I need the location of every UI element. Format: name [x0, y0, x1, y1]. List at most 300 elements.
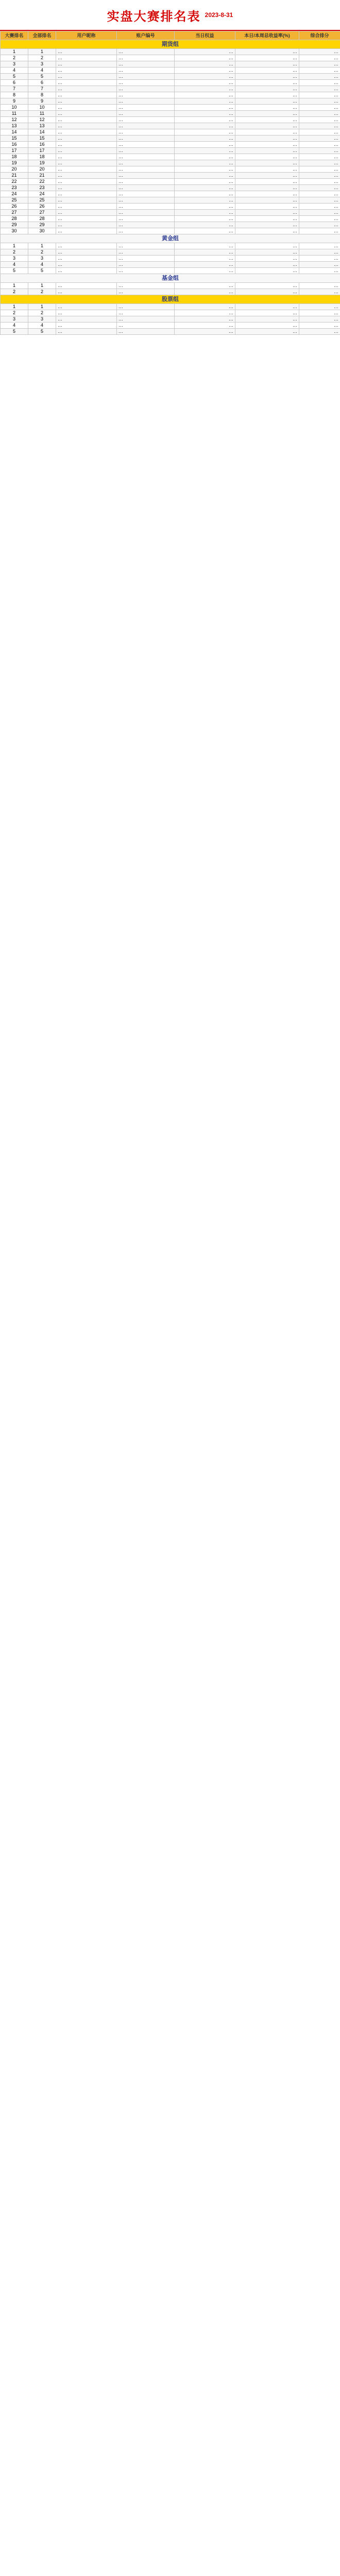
table-cell: 2: [1, 310, 28, 316]
table-cell: …: [175, 80, 235, 86]
table-cell: …: [299, 268, 340, 274]
table-row: [1, 316, 340, 323]
table-cell: …: [175, 67, 235, 74]
table-cell: 4: [28, 67, 56, 74]
table-cell: …: [117, 256, 175, 262]
table-cell: …: [299, 329, 340, 335]
table-cell: …: [299, 191, 340, 197]
table-cell: …: [175, 92, 235, 98]
table-cell: 28: [1, 216, 28, 222]
table-cell: …: [56, 283, 117, 289]
table-cell: …: [299, 61, 340, 67]
table-cell: …: [175, 166, 235, 173]
table-row: [1, 185, 340, 191]
table-cell: …: [299, 123, 340, 129]
table-cell: …: [175, 243, 235, 249]
table-cell: 2: [28, 249, 56, 256]
table-cell: 1: [1, 283, 28, 289]
table-cell: 8: [28, 92, 56, 98]
table-cell: 5: [1, 329, 28, 335]
table-cell: 10: [28, 105, 56, 111]
table-cell: …: [235, 67, 299, 74]
table-cell: 6: [28, 80, 56, 86]
table-cell: 28: [28, 216, 56, 222]
table-cell: …: [175, 49, 235, 55]
table-cell: …: [175, 228, 235, 234]
table-cell: 1: [28, 243, 56, 249]
table-cell: …: [235, 256, 299, 262]
table-row: [1, 210, 340, 216]
table-row: [1, 117, 340, 123]
table-cell: …: [299, 129, 340, 135]
table-cell: …: [235, 310, 299, 316]
table-cell: 4: [1, 323, 28, 329]
table-cell: …: [235, 185, 299, 191]
table-cell: 17: [1, 148, 28, 154]
table-row: [1, 329, 340, 335]
table-cell: …: [117, 323, 175, 329]
table-cell: 3: [1, 316, 28, 323]
table-cell: …: [117, 289, 175, 295]
col-header-score: 综合排分: [299, 31, 340, 40]
table-row: [1, 197, 340, 204]
table-row: [1, 179, 340, 185]
table-cell: …: [235, 173, 299, 179]
table-row: [1, 80, 340, 86]
table-cell: …: [235, 92, 299, 98]
table-cell: …: [117, 80, 175, 86]
table-cell: …: [117, 283, 175, 289]
table-cell: …: [56, 98, 117, 105]
table-cell: …: [56, 61, 117, 67]
table-cell: …: [175, 283, 235, 289]
table-cell: …: [117, 55, 175, 61]
table-cell: …: [56, 256, 117, 262]
table-cell: …: [56, 316, 117, 323]
table-cell: …: [299, 249, 340, 256]
table-cell: …: [235, 117, 299, 123]
table-row: [1, 61, 340, 67]
table-cell: …: [235, 268, 299, 274]
table-row: [1, 243, 340, 249]
table-cell: …: [56, 160, 117, 166]
table-cell: 1: [28, 283, 56, 289]
table-cell: 9: [28, 98, 56, 105]
table-row: [1, 310, 340, 316]
table-cell: …: [299, 166, 340, 173]
table-body: [1, 40, 340, 335]
table-cell: …: [235, 74, 299, 80]
table-row: [1, 268, 340, 274]
table-cell: …: [235, 283, 299, 289]
table-row: [1, 166, 340, 173]
table-cell: …: [56, 216, 117, 222]
table-cell: …: [175, 135, 235, 142]
table-cell: …: [56, 173, 117, 179]
table-cell: …: [117, 86, 175, 92]
table-cell: 17: [28, 148, 56, 154]
table-cell: 15: [28, 135, 56, 142]
table-cell: …: [117, 129, 175, 135]
table-cell: …: [117, 142, 175, 148]
table-cell: …: [117, 123, 175, 129]
table-cell: …: [299, 67, 340, 74]
table-row: [1, 49, 340, 55]
table-cell: 5: [28, 74, 56, 80]
table-cell: 19: [28, 160, 56, 166]
table-cell: 9: [1, 98, 28, 105]
table-cell: …: [235, 191, 299, 197]
table-cell: …: [175, 154, 235, 160]
table-cell: …: [56, 262, 117, 268]
table-cell: …: [175, 117, 235, 123]
table-row: [1, 67, 340, 74]
ranking-table: [0, 31, 340, 335]
table-row: [1, 111, 340, 117]
table-cell: …: [175, 316, 235, 323]
table-cell: …: [299, 304, 340, 310]
table-row: [1, 249, 340, 256]
table-header: [1, 31, 340, 40]
col-header-rank: 大赛排名: [1, 31, 28, 40]
table-cell: …: [235, 80, 299, 86]
table-cell: 2: [28, 310, 56, 316]
table-cell: …: [56, 74, 117, 80]
table-cell: 3: [28, 256, 56, 262]
table-cell: …: [299, 49, 340, 55]
table-cell: 20: [28, 166, 56, 173]
table-cell: 18: [1, 154, 28, 160]
table-cell: 12: [28, 117, 56, 123]
table-cell: 5: [28, 329, 56, 335]
table-cell: …: [235, 323, 299, 329]
table-cell: 4: [28, 323, 56, 329]
table-cell: …: [299, 210, 340, 216]
table-cell: …: [235, 289, 299, 295]
table-cell: …: [235, 216, 299, 222]
table-cell: 5: [1, 74, 28, 80]
table-cell: 30: [1, 228, 28, 234]
table-cell: …: [235, 148, 299, 154]
col-header-equity: 当日权益: [175, 31, 235, 40]
table-cell: 5: [28, 268, 56, 274]
table-cell: …: [175, 310, 235, 316]
table-cell: …: [235, 243, 299, 249]
table-cell: …: [175, 262, 235, 268]
table-cell: …: [56, 55, 117, 61]
table-cell: …: [117, 210, 175, 216]
table-cell: …: [56, 80, 117, 86]
table-cell: …: [299, 80, 340, 86]
section-title: 基金组: [1, 274, 340, 283]
table-cell: …: [56, 154, 117, 160]
table-cell: …: [235, 129, 299, 135]
table-cell: …: [56, 92, 117, 98]
table-cell: …: [56, 210, 117, 216]
table-cell: …: [299, 111, 340, 117]
table-cell: 24: [28, 191, 56, 197]
table-cell: …: [175, 55, 235, 61]
table-cell: …: [56, 123, 117, 129]
table-cell: 11: [1, 111, 28, 117]
section-title: 黄金组: [1, 234, 340, 243]
table-cell: 14: [28, 129, 56, 135]
table-cell: …: [56, 197, 117, 204]
table-cell: …: [56, 222, 117, 228]
table-cell: 25: [1, 197, 28, 204]
table-cell: …: [175, 216, 235, 222]
table-cell: …: [117, 304, 175, 310]
table-cell: 22: [28, 179, 56, 185]
table-cell: …: [56, 191, 117, 197]
table-cell: …: [235, 179, 299, 185]
section-header-row: [1, 295, 340, 304]
table-cell: …: [56, 67, 117, 74]
table-cell: …: [56, 111, 117, 117]
table-cell: …: [235, 210, 299, 216]
table-cell: …: [235, 304, 299, 310]
table-cell: …: [235, 55, 299, 61]
table-cell: …: [299, 216, 340, 222]
table-cell: …: [235, 98, 299, 105]
table-cell: …: [56, 243, 117, 249]
table-cell: …: [117, 98, 175, 105]
table-cell: 30: [28, 228, 56, 234]
table-cell: …: [235, 329, 299, 335]
table-cell: …: [56, 289, 117, 295]
table-cell: 2: [1, 55, 28, 61]
table-cell: …: [117, 160, 175, 166]
table-cell: 16: [1, 142, 28, 148]
section-header-row: [1, 274, 340, 283]
title-date: 2023-8-31: [205, 11, 233, 19]
table-cell: …: [299, 222, 340, 228]
table-cell: …: [117, 316, 175, 323]
table-cell: …: [235, 262, 299, 268]
table-cell: 13: [28, 123, 56, 129]
table-cell: …: [235, 154, 299, 160]
table-cell: …: [56, 185, 117, 191]
table-cell: 5: [1, 268, 28, 274]
table-cell: 21: [28, 173, 56, 179]
table-cell: …: [117, 268, 175, 274]
table-row: [1, 129, 340, 135]
table-row: [1, 123, 340, 129]
table-cell: …: [117, 310, 175, 316]
table-cell: …: [235, 105, 299, 111]
table-cell: …: [175, 329, 235, 335]
table-cell: 13: [1, 123, 28, 129]
table-cell: …: [175, 289, 235, 295]
table-cell: 3: [1, 256, 28, 262]
section-header-row: [1, 234, 340, 243]
table-cell: 27: [1, 210, 28, 216]
table-cell: …: [175, 256, 235, 262]
table-row: [1, 74, 340, 80]
table-row: [1, 191, 340, 197]
table-cell: …: [117, 61, 175, 67]
table-cell: …: [175, 191, 235, 197]
table-cell: …: [175, 304, 235, 310]
table-row: [1, 135, 340, 142]
table-cell: 15: [1, 135, 28, 142]
table-cell: 19: [1, 160, 28, 166]
table-cell: 26: [28, 204, 56, 210]
col-header-return: 本日/本周总收益率(%): [235, 31, 299, 40]
table-cell: 22: [1, 179, 28, 185]
table-cell: 25: [28, 197, 56, 204]
table-row: [1, 204, 340, 210]
table-cell: …: [117, 173, 175, 179]
table-cell: …: [299, 243, 340, 249]
section-header-row: [1, 40, 340, 49]
table-cell: …: [235, 222, 299, 228]
table-cell: 16: [28, 142, 56, 148]
table-cell: 2: [1, 249, 28, 256]
table-cell: …: [117, 105, 175, 111]
table-cell: …: [235, 123, 299, 129]
table-cell: 4: [1, 67, 28, 74]
table-cell: …: [117, 117, 175, 123]
table-cell: …: [117, 249, 175, 256]
table-cell: …: [175, 142, 235, 148]
table-cell: …: [117, 135, 175, 142]
table-cell: …: [235, 111, 299, 117]
table-cell: …: [299, 323, 340, 329]
table-cell: 11: [28, 111, 56, 117]
table-cell: …: [56, 105, 117, 111]
table-cell: …: [299, 289, 340, 295]
table-cell: …: [299, 148, 340, 154]
table-cell: 3: [1, 61, 28, 67]
table-cell: …: [175, 323, 235, 329]
table-row: [1, 160, 340, 166]
table-cell: …: [235, 204, 299, 210]
table-cell: …: [235, 142, 299, 148]
table-cell: …: [175, 111, 235, 117]
table-cell: 24: [1, 191, 28, 197]
table-row: [1, 173, 340, 179]
table-cell: …: [299, 179, 340, 185]
table-row: [1, 142, 340, 148]
table-cell: …: [299, 316, 340, 323]
table-cell: …: [235, 61, 299, 67]
table-cell: …: [299, 160, 340, 166]
table-cell: …: [117, 67, 175, 74]
table-cell: …: [235, 249, 299, 256]
table-cell: …: [299, 185, 340, 191]
table-cell: …: [299, 228, 340, 234]
table-cell: 7: [28, 86, 56, 92]
table-cell: …: [175, 249, 235, 256]
table-cell: 29: [28, 222, 56, 228]
table-cell: …: [175, 185, 235, 191]
table-cell: 23: [28, 185, 56, 191]
table-cell: …: [117, 74, 175, 80]
table-cell: 29: [1, 222, 28, 228]
table-cell: …: [117, 222, 175, 228]
table-cell: …: [175, 74, 235, 80]
table-cell: 12: [1, 117, 28, 123]
page-title: [0, 0, 340, 31]
table-cell: …: [299, 105, 340, 111]
table-cell: 18: [28, 154, 56, 160]
table-cell: …: [56, 310, 117, 316]
table-cell: …: [299, 55, 340, 61]
table-cell: …: [299, 283, 340, 289]
table-cell: …: [299, 92, 340, 98]
table-row: [1, 289, 340, 295]
table-cell: …: [117, 204, 175, 210]
table-cell: 3: [28, 61, 56, 67]
table-row: [1, 256, 340, 262]
table-row: [1, 283, 340, 289]
table-cell: …: [235, 160, 299, 166]
table-cell: …: [175, 123, 235, 129]
table-cell: …: [56, 86, 117, 92]
table-cell: …: [175, 268, 235, 274]
table-cell: …: [56, 204, 117, 210]
table-cell: …: [117, 111, 175, 117]
table-row: [1, 216, 340, 222]
table-cell: …: [299, 262, 340, 268]
table-cell: …: [117, 166, 175, 173]
table-row: [1, 55, 340, 61]
table-cell: …: [299, 142, 340, 148]
table-cell: 3: [28, 316, 56, 323]
table-cell: …: [175, 197, 235, 204]
table-cell: 10: [1, 105, 28, 111]
table-cell: …: [175, 210, 235, 216]
table-row: [1, 262, 340, 268]
table-cell: …: [175, 204, 235, 210]
table-cell: …: [299, 256, 340, 262]
table-cell: …: [117, 243, 175, 249]
table-row: [1, 323, 340, 329]
table-cell: …: [235, 49, 299, 55]
table-cell: 1: [1, 49, 28, 55]
table-row: [1, 92, 340, 98]
table-row: [1, 154, 340, 160]
table-cell: …: [56, 142, 117, 148]
table-cell: …: [117, 154, 175, 160]
table-cell: …: [56, 129, 117, 135]
table-cell: 21: [1, 173, 28, 179]
table-cell: 8: [1, 92, 28, 98]
table-cell: …: [56, 268, 117, 274]
table-cell: …: [117, 92, 175, 98]
table-cell: …: [117, 49, 175, 55]
table-cell: …: [235, 316, 299, 323]
table-cell: …: [56, 148, 117, 154]
table-cell: …: [117, 197, 175, 204]
section-title: 期货组: [1, 40, 340, 49]
table-cell: …: [56, 135, 117, 142]
table-cell: …: [299, 74, 340, 80]
table-cell: …: [56, 329, 117, 335]
table-row: [1, 304, 340, 310]
table-row: [1, 105, 340, 111]
table-cell: …: [299, 117, 340, 123]
table-cell: 2: [28, 55, 56, 61]
table-cell: …: [299, 86, 340, 92]
table-cell: …: [117, 216, 175, 222]
table-cell: 4: [28, 262, 56, 268]
table-cell: …: [299, 197, 340, 204]
table-cell: …: [299, 173, 340, 179]
table-cell: …: [117, 179, 175, 185]
table-cell: …: [299, 310, 340, 316]
